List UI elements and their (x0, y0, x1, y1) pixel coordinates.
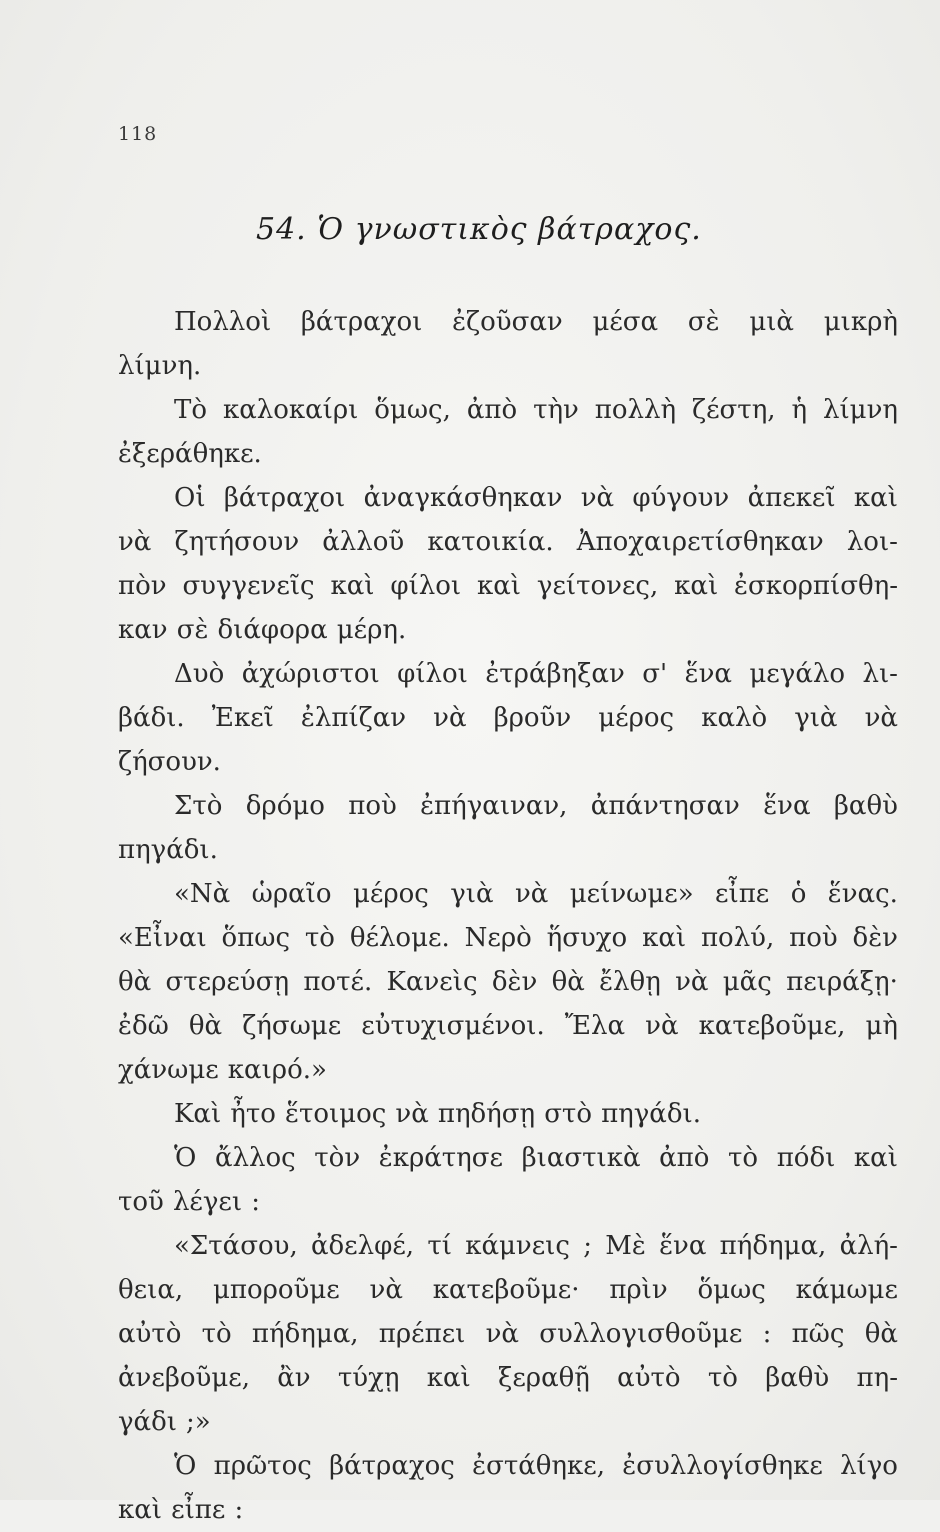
word: βιαστικὰ (521, 1143, 641, 1173)
word: ἀπὸ (466, 395, 518, 425)
text-line (118, 476, 898, 520)
word: μείνωμε» (569, 879, 694, 909)
word: μποροῦμε (212, 1275, 340, 1305)
text-line (118, 1180, 898, 1224)
word: ποὺ (789, 923, 838, 953)
text-line (118, 960, 898, 1004)
text-line (118, 872, 898, 916)
word: βροῦν (493, 703, 572, 733)
word: ; (583, 1231, 592, 1261)
word: νὰ (645, 1011, 679, 1041)
word: ξεραθῇ (498, 1363, 590, 1393)
text-line (118, 1268, 898, 1312)
word: τὸ (707, 1363, 738, 1393)
word: μέρη. (336, 615, 407, 645)
word: ἀλλοῦ (322, 527, 405, 557)
word: βάτραχοι (300, 307, 423, 337)
word: μέρος (598, 703, 675, 733)
word: καὶ (330, 571, 375, 601)
word: συλλογισθοῦμε (539, 1319, 743, 1349)
word: νὰ (433, 703, 467, 733)
word: Καὶ (174, 1099, 222, 1129)
word: βαθὺ (833, 791, 898, 821)
word: φύγουν (632, 483, 730, 513)
word: ἐζοῦσαν (452, 307, 563, 337)
word: Ἐκεῖ (211, 703, 274, 733)
word: ἐπήγαιναν, (420, 791, 568, 821)
word: ἕνα (659, 1231, 707, 1261)
word: : (251, 1187, 260, 1217)
word: ἐλπίζαν (300, 703, 407, 733)
word: πρέπει (378, 1319, 466, 1349)
word: ἕνα (763, 791, 811, 821)
word: πολλὴ (594, 395, 677, 425)
word: ἕνας. (827, 879, 898, 909)
chapter-title: 54. Ὁ γνωστικὸς βάτραχος. (256, 212, 702, 247)
word: γιὰ (450, 879, 494, 909)
word: Οἱ (174, 483, 206, 513)
word: μὴ (865, 1011, 898, 1041)
word: ;» (186, 1407, 211, 1437)
word: ἂν (277, 1363, 311, 1393)
word: φίλοι (390, 571, 462, 601)
word: πὸν (118, 571, 167, 601)
word: βάτραχοι (223, 483, 346, 513)
word: μικρὴ (823, 307, 898, 337)
word: Ἀποχαιρετίσθηκαν (576, 527, 824, 557)
word: κατεβοῦμε, (698, 1011, 846, 1041)
word: στὸ (544, 1099, 592, 1129)
word: Νερὸ (464, 923, 532, 953)
word: τοῦ (118, 1187, 164, 1217)
word: ἐκράτησε (378, 1143, 503, 1173)
word: ποὺ (348, 791, 397, 821)
word: διάφορα (217, 615, 328, 645)
word: δρόμο (245, 791, 325, 821)
word: πῶς (791, 1319, 845, 1349)
text-line (118, 388, 898, 432)
word: ἄλλος (214, 1143, 296, 1173)
word: καλὸ (701, 703, 768, 733)
word: λίμνη. (118, 351, 202, 381)
word: τύχῃ (337, 1363, 400, 1393)
text-line (118, 1444, 898, 1488)
word: νὰ (580, 483, 615, 513)
word: θὰ (864, 1319, 898, 1349)
word: νὰ (864, 703, 898, 733)
word: καν (118, 615, 168, 645)
word: ἐσκορπίσθη- (734, 571, 898, 601)
word: ἀνεβοῦμε, (118, 1363, 250, 1393)
word: σὲ (687, 307, 720, 337)
word: ἐστάθηκε, (472, 1451, 605, 1481)
word: καὶ (853, 1143, 898, 1173)
word: «Στάσου, (174, 1231, 298, 1261)
word: μέσα (592, 307, 659, 337)
word: ἀναγκάσθηκαν (363, 483, 563, 513)
text-line (118, 1312, 898, 1356)
word: πρὶν (609, 1275, 668, 1305)
text-line (118, 608, 898, 652)
word: βάτραχος (329, 1451, 455, 1481)
word: Κανεὶς (386, 967, 478, 997)
word: θεια, (118, 1275, 184, 1305)
word: τὸν (314, 1143, 361, 1173)
text-line (118, 784, 898, 828)
word: ἕνα (684, 659, 732, 689)
word: Δυὸ (174, 659, 225, 689)
text-line (118, 520, 898, 564)
word: λι- (862, 659, 898, 689)
word: λοι- (846, 527, 898, 557)
word: κατοικία. (427, 527, 554, 557)
word: νὰ (675, 967, 709, 997)
word: Ὁ (174, 1451, 197, 1481)
word: γιὰ (794, 703, 838, 733)
word: βάδι. (118, 703, 185, 733)
word: «Νὰ (174, 879, 231, 909)
word: πολύ, (700, 923, 775, 953)
text-line (118, 1488, 898, 1532)
word: : (234, 1495, 244, 1525)
word: λίμνη (823, 395, 898, 425)
text-line (118, 652, 898, 696)
text-line (118, 740, 898, 784)
word: αὐτὸ (118, 1319, 182, 1349)
word: θὰ (118, 967, 152, 997)
text-line (118, 1048, 898, 1092)
word: φίλοι (397, 659, 468, 689)
word: τὴν (533, 395, 579, 425)
body-text (118, 300, 898, 1532)
word: συγγενεῖς (182, 571, 315, 601)
word: σ' (642, 659, 668, 689)
word: θὰ (188, 1011, 223, 1041)
word: ἀχώριστοι (241, 659, 380, 689)
word: Ὁ (174, 1143, 197, 1173)
word: ὅπως (221, 923, 291, 953)
word: εὐτυχισμένοι. (361, 1011, 545, 1041)
word: τὸ (728, 1143, 759, 1173)
word: δὲν (491, 967, 538, 997)
text-line (118, 1224, 898, 1268)
word: πρῶτος (213, 1451, 312, 1481)
word: τί (427, 1231, 452, 1261)
word: χάνωμε (118, 1055, 219, 1085)
text-line (118, 1136, 898, 1180)
word: γείτονες, (536, 571, 659, 601)
word: ζήσωμε (242, 1011, 342, 1041)
word: νὰ (514, 879, 549, 909)
word: δὲν (852, 923, 898, 953)
word: κατεβοῦμε· (432, 1275, 580, 1305)
word: Στὸ (174, 791, 223, 821)
word: καὶ (426, 1363, 471, 1393)
word: στερεύσῃ (165, 967, 290, 997)
word: Πολλοὶ (174, 307, 272, 337)
word: ἀπεκεῖ (747, 483, 836, 513)
word: πη- (856, 1363, 898, 1393)
word: : (762, 1319, 772, 1349)
word: πηγάδι. (601, 1099, 701, 1129)
text-line (118, 1092, 898, 1136)
word: ἀλή- (839, 1231, 898, 1261)
word: Ἔλα (564, 1011, 626, 1041)
word: καὶ (118, 1495, 163, 1525)
word: τὸ (201, 1319, 232, 1349)
text-line (118, 696, 898, 740)
word: καιρό.» (227, 1055, 327, 1085)
word: ἥσυχο (546, 923, 628, 953)
word: καὶ (853, 483, 898, 513)
word: ἦτο (230, 1099, 276, 1129)
word: ἐξεράθηκε. (118, 439, 262, 469)
word: πήδημα, (251, 1319, 359, 1349)
word: μιὰ (749, 307, 794, 337)
text-line (118, 1004, 898, 1048)
word: ἐτράβηξαν (485, 659, 625, 689)
word: ἀδελφέ, (310, 1231, 415, 1261)
text-line (118, 432, 898, 476)
word: πειράξῃ· (786, 967, 898, 997)
word: καὶ (642, 923, 687, 953)
word: κάμνεις (465, 1231, 570, 1261)
word: μεγάλο (749, 659, 846, 689)
text-line (118, 344, 898, 388)
text-line (118, 1400, 898, 1444)
word: λέγει (172, 1187, 243, 1217)
text-line (118, 828, 898, 872)
word: ἕτοιμος (285, 1099, 387, 1129)
word: νὰ (485, 1319, 519, 1349)
word: γάδι (118, 1407, 177, 1437)
word: πήδημα, (719, 1231, 827, 1261)
word: ὁ (790, 879, 807, 909)
word: εἶπε (171, 1495, 226, 1525)
word: καὶ (674, 571, 719, 601)
word: πόδι (776, 1143, 836, 1173)
word: ἀπάντησαν (590, 791, 740, 821)
word: Τὸ (174, 395, 207, 425)
word: αὐτὸ (617, 1363, 681, 1393)
word: εἶπε (715, 879, 770, 909)
word: λίγο (840, 1451, 898, 1481)
word: καλοκαίρι (222, 395, 359, 425)
word: νὰ (369, 1275, 403, 1305)
text-line (118, 300, 898, 344)
word: ἡ (791, 395, 808, 425)
word: καὶ (477, 571, 522, 601)
page-number: 118 (118, 123, 158, 145)
word: πηγάδι. (118, 835, 218, 865)
word: μᾶς (722, 967, 772, 997)
word: ἐδῶ (118, 1011, 169, 1041)
text-line (118, 1356, 898, 1400)
word: ὡραῖο (251, 879, 332, 909)
word: κάμωμε (795, 1275, 898, 1305)
word: μέρος (352, 879, 429, 909)
word: πηδήσῃ (437, 1099, 536, 1129)
word: νὰ (395, 1099, 429, 1129)
word: θέλομε. (349, 923, 450, 953)
word: «Εἶναι (118, 923, 207, 953)
word: νὰ (118, 527, 152, 557)
word: θὰ (551, 967, 585, 997)
word: ἀπὸ (659, 1143, 710, 1173)
word: βαθὺ (765, 1363, 830, 1393)
word: ποτέ. (303, 967, 373, 997)
word: ζήσουν. (118, 747, 221, 777)
word: ὅμως, (374, 395, 451, 425)
word: Μὲ (605, 1231, 646, 1261)
word: τὸ (304, 923, 335, 953)
word: σὲ (176, 615, 209, 645)
word: ἔλθῃ (599, 967, 661, 997)
text-line (118, 564, 898, 608)
word: ζέστη, (692, 395, 776, 425)
word: ὅμως (697, 1275, 766, 1305)
word: ζητήσουν (174, 527, 300, 557)
text-line (118, 916, 898, 960)
word: ἐσυλλογίσθηκε (622, 1451, 823, 1481)
